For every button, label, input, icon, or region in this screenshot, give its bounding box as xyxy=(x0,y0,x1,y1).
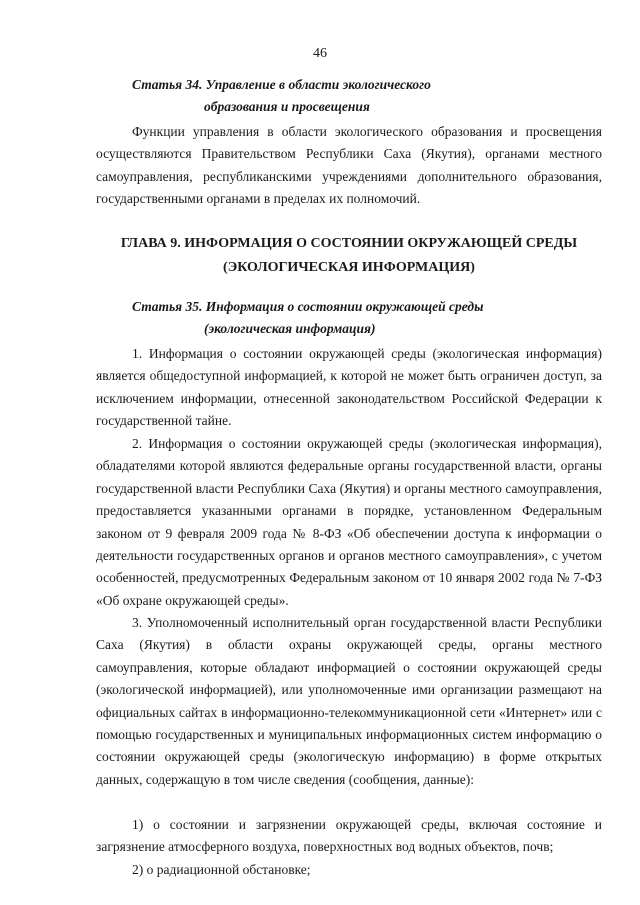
chapter-9-heading xyxy=(96,232,602,280)
article-35-heading xyxy=(132,296,483,340)
article-34-text: Функции управления в области экологического образования и просвещения осуществляются Правительством Республики Саха (Якутия), органами местного самоуправления, республиканскими учреждениями дополнительного образования, государственными органами в пределах их полномочий. xyxy=(96,124,602,207)
article-35-heading-line1: Статья 35. Информация о состоянии окружающей среды xyxy=(132,299,484,314)
article-34-heading xyxy=(132,74,431,118)
article-35-paragraph-2: 2. Информация о состоянии окружающей среды (экологическая информация), обладателями которой являются федеральные органы государственной власти, органы государственной власти Республики Саха (Якутия) и органы местного самоуправления, предоставляется указанными органами в порядке, установленном Федеральным законом от 9 февраля 2009 года № 8-ФЗ «Об обеспечении доступа к информации о деятельности государственных органов и органов местного самоуправления», с учетом особенностей, предусмотренных Федеральным законом от 10 января 2002 года № 7-ФЗ «Об охране окружающей среды». xyxy=(96,436,602,608)
article-35-list-item-1: 1) о состоянии и загрязнении окружающей среды, включая состояние и загрязнение атмосферного воздуха, поверхностных вод водных объектов, почв; xyxy=(96,817,602,855)
article-34-heading-line2: образования и просвещения xyxy=(204,99,370,114)
article-35-heading-line2: (экологическая информация) xyxy=(204,321,376,336)
page-number: 46 xyxy=(313,46,327,61)
chapter-9-heading-line2: (ЭКОЛОГИЧЕСКАЯ ИНФОРМАЦИЯ) xyxy=(223,260,475,275)
article-35-paragraph-1: 1. Информация о состоянии окружающей среды (экологическая информация) является общедоступной информацией, к которой не может быть ограничен доступ, за исключением информации, отнесенной законодательством Российской Федерации к государственной тайне. xyxy=(96,346,602,429)
chapter-9-heading-line1: ГЛАВА 9. ИНФОРМАЦИЯ О СОСТОЯНИИ ОКРУЖАЮЩЕЙ СРЕДЫ xyxy=(120,236,578,251)
article-35-list-item-2: 2) о радиационной обстановке; xyxy=(132,862,311,877)
article-35-paragraph-3: 3. Уполномоченный исполнительный орган государственной власти Республики Саха (Якутия) в области охраны окружающей среды, органы местного самоуправления, которые обладают информацией о состоянии окружающей среды (экологической информацией), или уполномоченные ими организации размещают на официальных сайтах в информационно-телекоммуникационной сети «Интернет» или с помощью государственных и муниципальных информационных систем информацию о состоянии окружающей среды (экологическую информацию) в форме открытых данных, содержащую в том числе сведения (сообщения, данные): xyxy=(96,615,602,787)
article-34-heading-line1: Статья 34. Управление в области экологического xyxy=(132,77,431,92)
